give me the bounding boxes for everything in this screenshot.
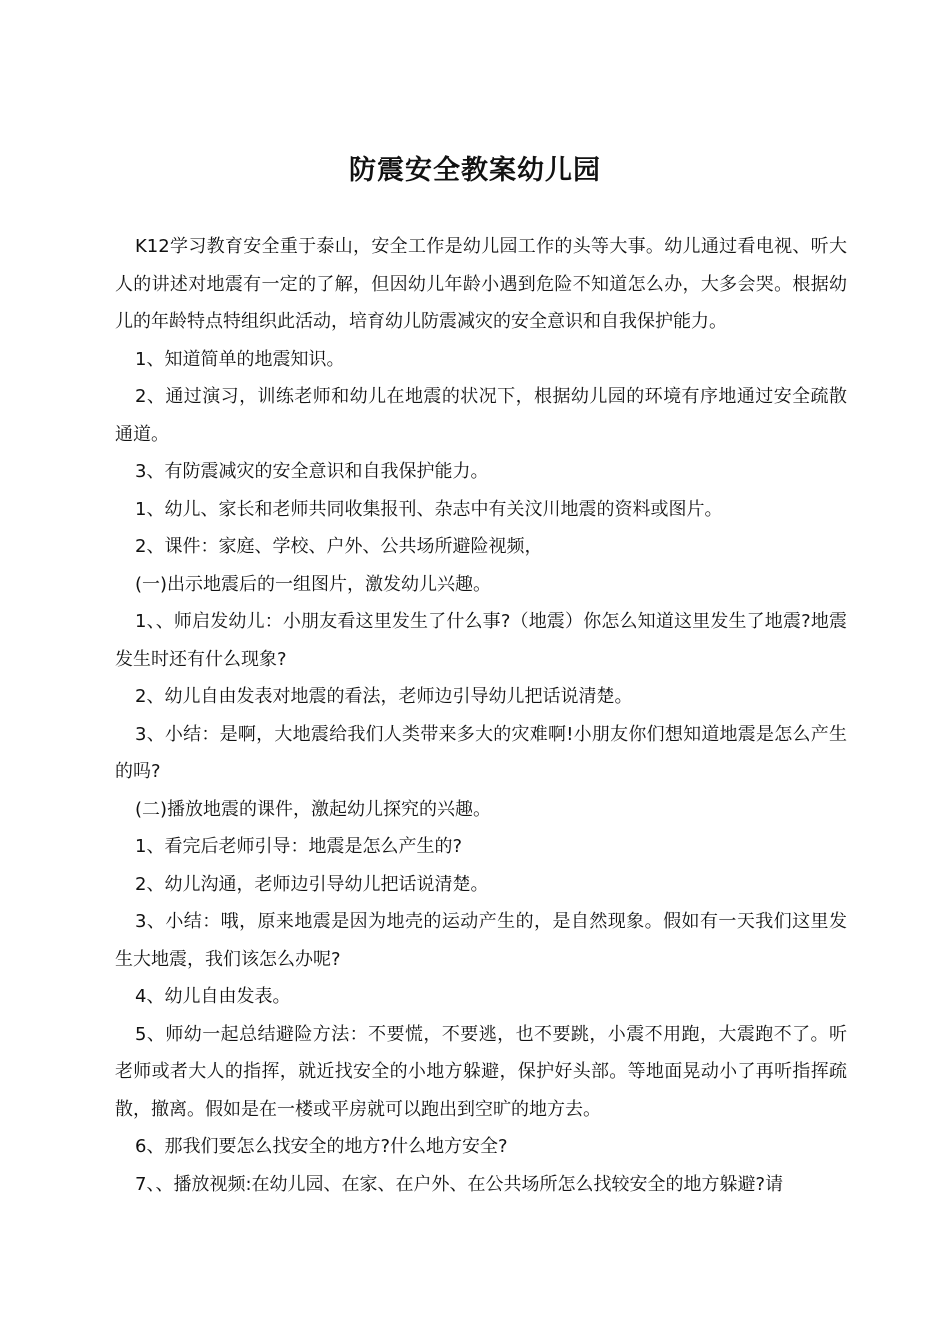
paragraph: 2、幼儿自由发表对地震的看法，老师边引导幼儿把话说清楚。 bbox=[135, 686, 633, 707]
paragraph: 1、看完后老师引导：地震是怎么产生的? bbox=[135, 836, 463, 857]
document-body bbox=[115, 228, 847, 1203]
paragraph: 2、幼儿沟通，老师边引导幼儿把话说清楚。 bbox=[135, 873, 489, 895]
paragraph: 2、通过演习，训练老师和幼儿在地震的状况下，根据幼儿园的环境有序地通过安全疏散通道。 bbox=[115, 386, 847, 445]
paragraph: 6、那我们要怎么找安全的地方?什么地方安全? bbox=[135, 1136, 508, 1157]
paragraph: 2、课件：家庭、学校、户外、公共场所避险视频， bbox=[135, 536, 543, 557]
paragraph: 1、幼儿、家长和老师共同收集报刊、杂志中有关汶川地震的资料或图片。 bbox=[135, 498, 723, 520]
paragraph: 3、小结：是啊，大地震给我们人类带来多大的灾难啊!小朋友你们想知道地震是怎么产生的吗? bbox=[115, 723, 847, 782]
paragraph-intro: K12学习教育安全重于泰山，安全工作是幼儿园工作的头等大事。幼儿通过看电视、听大人的讲述对地震有一定的了解，但因幼儿年龄小遇到危险不知道怎么办，大多会哭。根据幼儿的年龄特点特组织此活动，培育幼儿防震减灾的安全意识和自我保护能力。 bbox=[115, 236, 847, 332]
paragraph: 4、幼儿自由发表。 bbox=[135, 986, 291, 1007]
paragraph: 1、知道简单的地震知识。 bbox=[135, 348, 345, 370]
section-heading: (二)播放地震的课件，激起幼儿探究的兴趣。 bbox=[135, 798, 492, 820]
section-heading: (一)出示地震后的一组图片，激发幼儿兴趣。 bbox=[135, 573, 492, 595]
paragraph: 7、、播放视频:在幼儿园、在家、在户外、在公共场所怎么找较安全的地方躲避?请 bbox=[135, 1173, 784, 1195]
paragraph: 3、有防震减灾的安全意识和自我保护能力。 bbox=[135, 461, 489, 482]
paragraph: 5、师幼一起总结避险方法：不要慌，不要逃，也不要跳，小震不用跑，大震跑不了。听老师或者大人的指挥，就近找安全的小地方躲避，保护好头部。等地面晃动小了再听指挥疏散，撤离。假如是在一楼或平房就可以跑出到空旷的地方去。 bbox=[115, 1023, 847, 1120]
paragraph: 3、小结：哦，原来地震是因为地壳的运动产生的，是自然现象。假如有一天我们这里发生大地震，我们该怎么办呢? bbox=[115, 911, 847, 970]
document-title: 防震安全教案幼儿园 bbox=[349, 155, 601, 187]
paragraph: 1、、师启发幼儿：小朋友看这里发生了什么事?（地震）你怎么知道这里发生了地震?地震发生时还有什么现象? bbox=[115, 611, 847, 670]
